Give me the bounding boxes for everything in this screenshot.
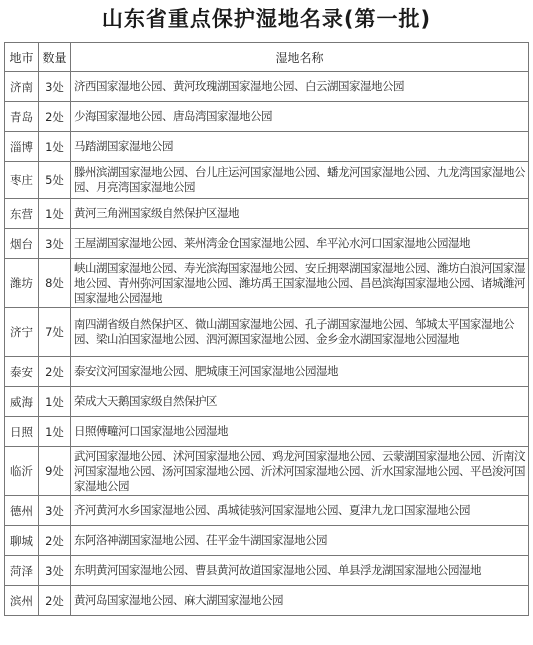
count-cell: 2处	[39, 357, 71, 387]
wetland-names-cell: 少海国家湿地公园、唐岛湾国家湿地公园	[71, 102, 529, 132]
city-cell: 枣庄	[5, 162, 39, 199]
table-row	[5, 556, 529, 586]
wetland-names-cell: 南四湖省级自然保护区、微山湖国家湿地公园、孔子湖国家湿地公园、邹城太平国家湿地公园、梁山泊国家湿地公园、泗河源国家湿地公园、金乡金水湖国家湿地公园湿地	[71, 308, 529, 357]
wetland-list-table	[4, 42, 529, 616]
city-cell: 青岛	[5, 102, 39, 132]
table-row	[5, 417, 529, 447]
column-header-names: 湿地名称	[71, 43, 529, 72]
table-header-row	[5, 43, 529, 72]
table-row	[5, 162, 529, 199]
city-cell: 淄博	[5, 132, 39, 162]
table-row	[5, 447, 529, 496]
table-row	[5, 199, 529, 229]
wetland-names-cell: 东明黄河国家湿地公园、曹县黄河故道国家湿地公园、单县浮龙湖国家湿地公园湿地	[71, 556, 529, 586]
count-cell: 3处	[39, 556, 71, 586]
count-cell: 1处	[39, 199, 71, 229]
city-cell: 日照	[5, 417, 39, 447]
city-cell: 滨州	[5, 586, 39, 616]
city-cell: 潍坊	[5, 259, 39, 308]
city-cell: 临沂	[5, 447, 39, 496]
city-cell: 德州	[5, 496, 39, 526]
wetland-names-cell: 黄河三角洲国家级自然保护区湿地	[71, 199, 529, 229]
wetland-names-cell: 黄河岛国家湿地公园、麻大湖国家湿地公园	[71, 586, 529, 616]
count-cell: 2处	[39, 102, 71, 132]
city-cell: 烟台	[5, 229, 39, 259]
city-cell: 聊城	[5, 526, 39, 556]
count-cell: 1处	[39, 417, 71, 447]
city-cell: 威海	[5, 387, 39, 417]
table-row	[5, 496, 529, 526]
wetland-names-cell: 滕州滨湖国家湿地公园、台儿庄运河国家湿地公园、蟠龙河国家湿地公园、九龙湾国家湿地公园、月亮湾国家湿地公园	[71, 162, 529, 199]
count-cell: 3处	[39, 72, 71, 102]
table-row	[5, 102, 529, 132]
city-cell: 菏泽	[5, 556, 39, 586]
wetland-names-cell: 荣成大天鹅国家级自然保护区	[71, 387, 529, 417]
city-cell: 济宁	[5, 308, 39, 357]
table-row	[5, 586, 529, 616]
count-cell: 5处	[39, 162, 71, 199]
count-cell: 8处	[39, 259, 71, 308]
table-row	[5, 72, 529, 102]
table-row	[5, 308, 529, 357]
table-row	[5, 259, 529, 308]
table-row	[5, 357, 529, 387]
wetland-names-cell: 东阿洛神湖国家湿地公园、茌平金牛湖国家湿地公园	[71, 526, 529, 556]
column-header-count: 数量	[39, 43, 71, 72]
count-cell: 7处	[39, 308, 71, 357]
page-title: 山东省重点保护湿地名录(第一批)	[101, 7, 432, 31]
city-cell: 东营	[5, 199, 39, 229]
count-cell: 9处	[39, 447, 71, 496]
table-row	[5, 229, 529, 259]
count-cell: 2处	[39, 586, 71, 616]
count-cell: 3处	[39, 229, 71, 259]
wetland-names-cell: 王屋湖国家湿地公园、莱州湾金仓国家湿地公园、牟平沁水河口国家湿地公园湿地	[71, 229, 529, 259]
count-cell: 1处	[39, 132, 71, 162]
wetland-names-cell: 日照傅疃河口国家湿地公园湿地	[71, 417, 529, 447]
wetland-names-cell: 齐河黄河水乡国家湿地公园、禹城徒骇河国家湿地公园、夏津九龙口国家湿地公园	[71, 496, 529, 526]
wetland-names-cell: 马踏湖国家湿地公园	[71, 132, 529, 162]
column-header-city: 地市	[5, 43, 39, 72]
city-cell: 济南	[5, 72, 39, 102]
table-row	[5, 526, 529, 556]
count-cell: 3处	[39, 496, 71, 526]
count-cell: 2处	[39, 526, 71, 556]
wetland-names-cell: 济西国家湿地公园、黄河玫瑰湖国家湿地公园、白云湖国家湿地公园	[71, 72, 529, 102]
wetland-names-cell: 泰安汶河国家湿地公园、肥城康王河国家湿地公园湿地	[71, 357, 529, 387]
wetland-names-cell: 武河国家湿地公园、沭河国家湿地公园、鸡龙河国家湿地公园、云蒙湖国家湿地公园、沂南汶河国家湿地公园、汤河国家湿地公园、沂沭河国家湿地公园、沂水国家湿地公园、平邑浚河国家湿地公园	[71, 447, 529, 496]
city-cell: 泰安	[5, 357, 39, 387]
wetland-names-cell: 峡山湖国家湿地公园、寿光滨海国家湿地公园、安丘拥翠湖国家湿地公园、潍坊白浪河国家湿地公园、青州弥河国家湿地公园、潍坊禹王国家湿地公园、昌邑滨海国家湿地公园、诸城潍河国家湿地公园湿地	[71, 259, 529, 308]
count-cell: 1处	[39, 387, 71, 417]
table-row	[5, 387, 529, 417]
table-row	[5, 132, 529, 162]
